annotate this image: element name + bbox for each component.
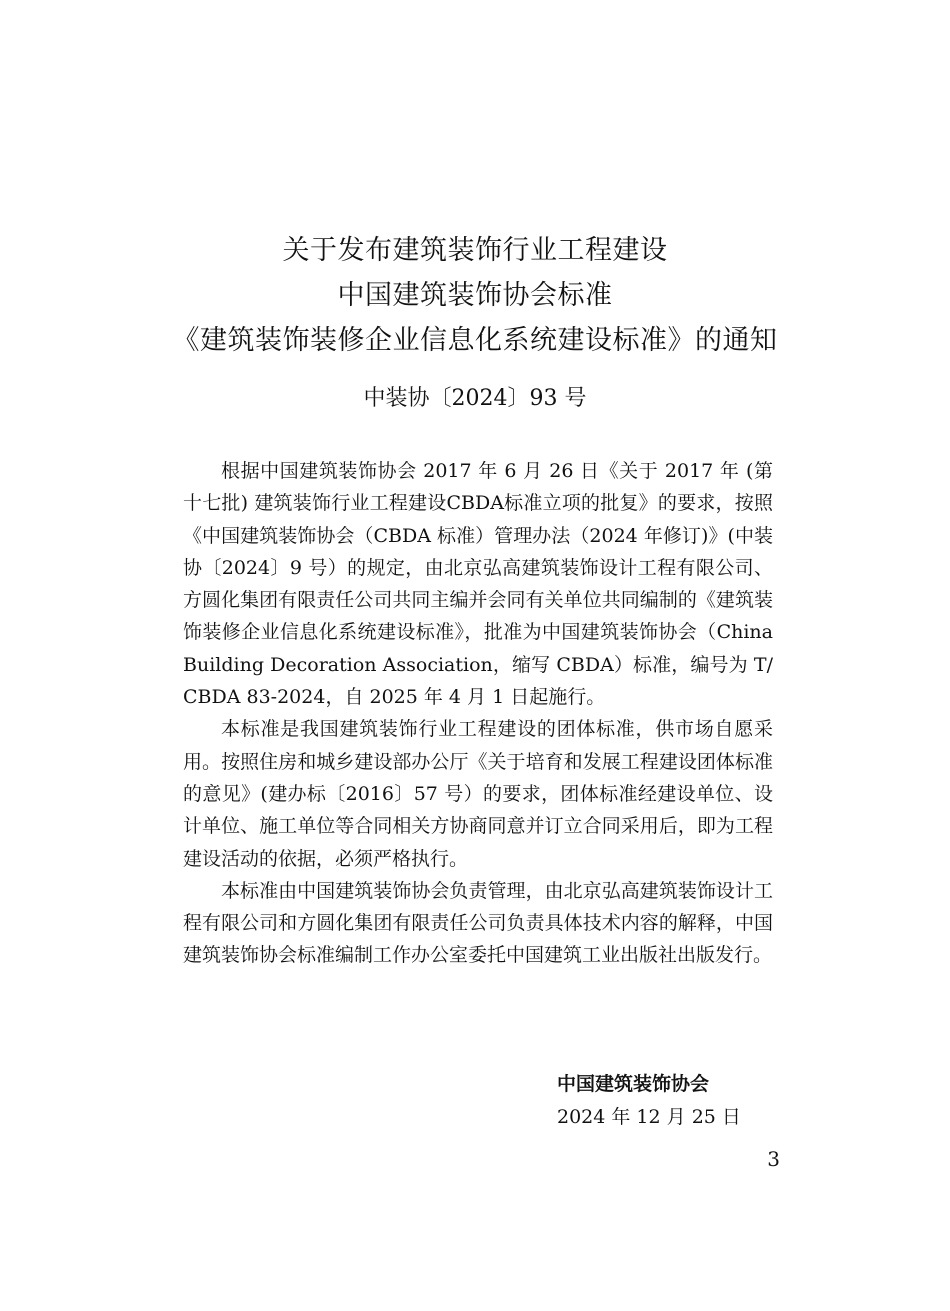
document-number: 中装协〔2024〕93 号 (363, 386, 587, 411)
issue-date: 2024 年 12 月 25 日 (557, 1106, 741, 1128)
paragraph-approval: 根据中国建筑装饰协会 2017 年 6 月 26 日《关于 2017 年 (第十七批) 建筑装饰行业工程建设CBDA标准立项的批复》的要求，按照《中国建筑装饰协会（CBDA 标准）管理办法（2024 年修订)》(中装协〔2024〕9 号）的规定，由北京弘高建筑装饰设计工程有限公司、方圆化集团有限责任公司共同主编并会同有关单位共同编制的《建筑装饰装修企业信息化系统建设标准》，批准为中国建筑装饰协会（China Building Decoration Association，缩写 CBDA）标准，编号为 T/CBDA 83-2024，自 2025 年 4 月 1 日起施行。 (183, 460, 773, 709)
notice-title (0, 228, 950, 363)
title-line-3: 《建筑装饰装修企业信息化系统建设标准》的通知 (172, 325, 778, 356)
signature-block (557, 1068, 817, 1134)
paragraph-management: 本标准由中国建筑装饰协会负责管理，由北京弘高建筑装饰设计工程有限公司和方圆化集团有限责任公司负责具体技术内容的解释，中国建筑装饰协会标准编制工作办公室委托中国建筑工业出版社出版发行。 (183, 879, 773, 967)
issuing-organization: 中国建筑装饰协会 (557, 1073, 710, 1095)
page-number: 3 (767, 1147, 780, 1171)
title-line-2: 中国建筑装饰协会标准 (337, 280, 613, 311)
notice-body (183, 455, 773, 972)
title-line-1: 关于发布建筑装饰行业工程建设 (282, 235, 668, 266)
paragraph-adoption: 本标准是我国建筑装饰行业工程建设的团体标准，供市场自愿采用。按照住房和城乡建设部办公厅《关于培育和发展工程建设团体标准的意见》(建办标〔2016〕57 号）的要求，团体标准经建设单位、设计单位、施工单位等合同相关方协商同意并订立合同采用后，即为工程建设活动的依据，必须严格执行。 (183, 718, 773, 870)
